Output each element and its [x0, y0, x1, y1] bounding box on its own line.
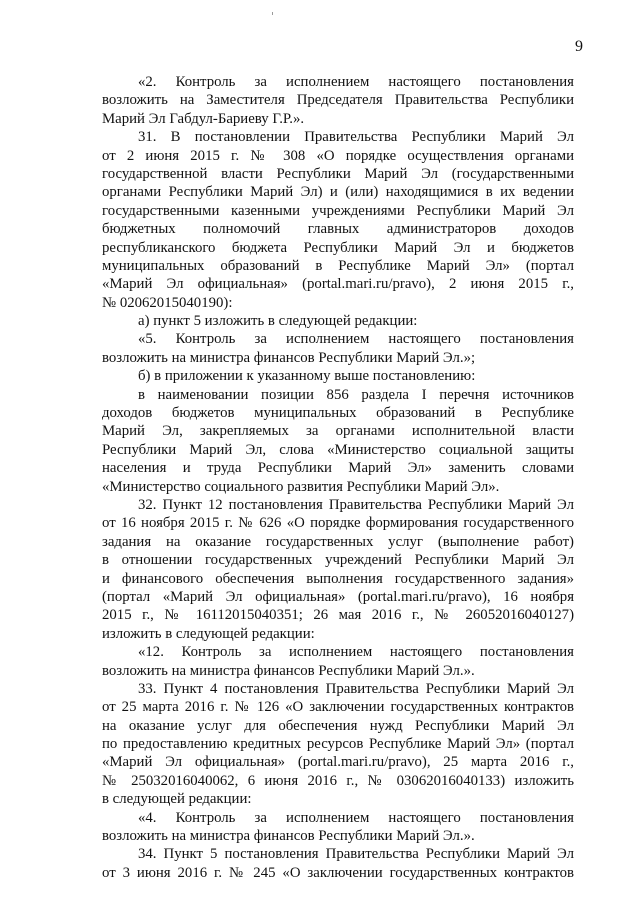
- text-line: Марий Эл Габдул-Бариеву Г.Р.».: [102, 110, 305, 127]
- text-line: «4. Контроль за исполнением настоящего постановления: [138, 809, 574, 826]
- text-line: изложить в следующей редакции:: [102, 625, 315, 642]
- text-line: органами Республики Марий Эл) и (или) находящимися в их ведении: [102, 184, 574, 201]
- document-body: [102, 73, 574, 882]
- text-line: 2015 г., № 16112015040351; 26 мая 2016 г., № 26052016040127): [102, 607, 574, 624]
- text-line: от 16 ноября 2015 г. № 626 «О порядке формирования государственного: [102, 515, 574, 532]
- text-line: «2. Контроль за исполнением настоящего постановления: [138, 74, 574, 90]
- page-number: 9: [575, 38, 583, 55]
- text-line: от 2 июня 2015 г. № 308 «О порядке осуществления органами: [102, 147, 574, 164]
- text-line: и финансового обеспечения выполнения государственного задания»: [102, 570, 574, 587]
- text-line: «5. Контроль за исполнением настоящего постановления: [138, 331, 574, 348]
- text-line: (портал «Марий Эл официальная» (portal.mari.ru/pravo), 16 ноября: [102, 588, 574, 605]
- text-line: в отношении государственных учреждений Республики Марий Эл: [102, 552, 574, 569]
- text-line: Республики Марий Эл, слова «Министерство социальной защиты: [102, 441, 574, 458]
- text-line: «Марий Эл официальная» (portal.mari.ru/pravo), 2 июня 2015 г.,: [102, 276, 574, 293]
- text-line: № 02062015040190):: [102, 294, 233, 311]
- text-line: 33. Пункт 4 постановления Правительства Республики Марий Эл: [138, 680, 574, 697]
- text-line: в наименовании позиции 856 раздела I перечня источников: [138, 386, 574, 403]
- text-line: республиканского бюджета Республики Марий Эл и бюджетов: [102, 239, 574, 256]
- text-line: 34. Пункт 5 постановления Правительства Республики Марий Эл: [138, 846, 574, 863]
- text-line: по предоставлению кредитных ресурсов Республике Марий Эл» (портал: [102, 736, 574, 753]
- text-line: от 3 июня 2016 г. № 245 «О заключении государственных контрактов: [102, 864, 574, 881]
- text-line: возложить на Заместителя Председателя Правительства Республики: [102, 92, 574, 109]
- text-line: № 25032016040062, 6 июня 2016 г., № 03062016040133) изложить: [102, 772, 574, 789]
- text-line: государственными казенными учреждениями Республики Марий Эл: [102, 202, 574, 219]
- text-line: «Министерство социального развития Республики Марий Эл».: [102, 478, 500, 495]
- text-line: бюджетных полномочий главных администраторов доходов: [102, 221, 574, 238]
- text-line: 31. В постановлении Правительства Республики Марий Эл: [138, 129, 574, 146]
- text-line: б) в приложении к указанному выше постановлению:: [138, 368, 476, 385]
- text-line: населения и труда Республики Марий Эл» заменить словами: [102, 460, 574, 477]
- scan-mark: [272, 12, 273, 15]
- text-line: от 25 марта 2016 г. № 126 «О заключении государственных контрактов: [102, 699, 574, 716]
- text-line: «Марий Эл официальная» (portal.mari.ru/pravo), 25 марта 2016 г.,: [102, 754, 574, 771]
- text-line: на оказание услуг для обеспечения нужд Республики Марий Эл: [102, 717, 574, 734]
- text-line: а) пункт 5 изложить в следующей редакции:: [138, 313, 418, 330]
- text-line: возложить на министра финансов Республики Марий Эл.»;: [102, 349, 476, 366]
- text-line: муниципальных образований в Республике Марий Эл» (портал: [102, 257, 574, 274]
- text-line: доходов бюджетов муниципальных образований в Республике: [102, 405, 574, 422]
- text-line: возложить на министра финансов Республики Марий Эл.».: [102, 828, 475, 845]
- text-line: 32. Пункт 12 постановления Правительства Республики Марий Эл: [138, 496, 574, 513]
- text-line: государственной власти Республики Марий Эл (государственными: [102, 165, 574, 182]
- text-line: «12. Контроль за исполнением настоящего постановления: [138, 644, 574, 661]
- text-line: Марий Эл, закрепляемых за органами исполнительной власти: [102, 423, 574, 440]
- text-line: в следующей редакции:: [102, 791, 252, 808]
- text-line: возложить на министра финансов Республики Марий Эл.».: [102, 662, 475, 679]
- text-line: задания на оказание государственных услуг (выполнение работ): [102, 533, 574, 550]
